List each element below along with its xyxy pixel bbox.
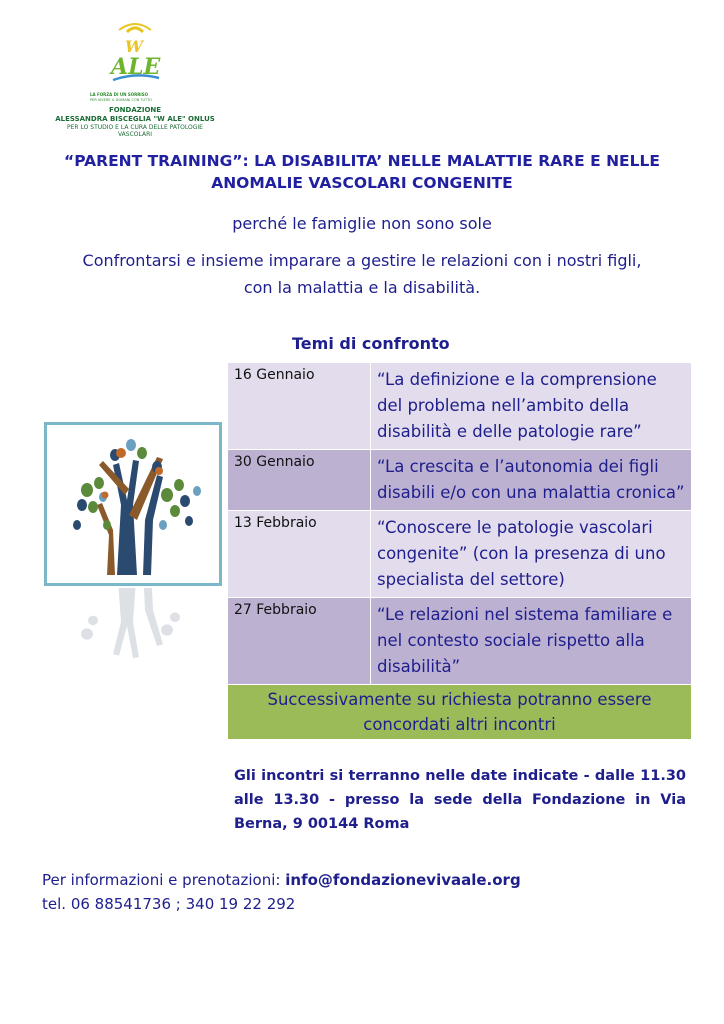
intro-line-1: Confrontarsi e insieme imparare a gestire le relazioni con i nostri figli, (82, 251, 642, 270)
logo-subtagline: PER VIVERE IL DOMANI CON TUTTO (90, 98, 152, 102)
svg-text:W: W (125, 37, 143, 56)
followup-text: Successivamente su richiesta potranno essere concordati altri incontri (228, 685, 691, 740)
tree-people-icon (47, 425, 219, 583)
logo-tagline: LA FORZA DI UN SORRISO (90, 92, 149, 97)
logo-org-line2: ALESSANDRA BISCEGLIA "W ALE" ONLUS (55, 115, 215, 123)
event-description: “La crescita e l’autonomia dei figli disabili e/o con una malattia cronica” (371, 450, 692, 511)
subtitle: perché le famiglie non sono sole (232, 214, 492, 233)
contact-info (42, 868, 521, 916)
event-date: 27 Febbraio (228, 598, 371, 685)
logo-org-line3: PER LO STUDIO E LA CURA DELLE PATOLOGIE VASCOLARI (67, 124, 203, 138)
title-line-1: “PARENT TRAINING”: LA DISABILITA’ NELLE MALATTIE RARE E NELLE (64, 152, 660, 170)
event-date: 16 Gennaio (228, 363, 371, 450)
title-line-2: ANOMALIE VASCOLARI CONGENITE (211, 174, 513, 192)
event-date: 13 Febbraio (228, 511, 371, 598)
schedule-note: Gli incontri si terranno nelle date indicate - dalle 11.30 alle 13.30 - presso la sede della Fondazione in Via Berna, 9 00144 Roma (234, 768, 686, 832)
family-tree-illustration (44, 422, 222, 586)
contact-label: Per informazioni e prenotazioni: (42, 871, 281, 889)
event-row (228, 450, 691, 511)
contact-email-link[interactable]: info@fondazionevivaale.org (285, 871, 521, 889)
event-date: 30 Gennaio (228, 450, 371, 511)
svg-text:ALE: ALE (111, 54, 161, 80)
event-description: “La definizione e la comprensione del problema nell’ambito della disabilità e delle patologie rare” (371, 363, 692, 450)
event-description: “Conoscere le patologie vascolari congenite” (con la presenza di uno specialista del settore) (371, 511, 692, 598)
foundation-logo (50, 22, 220, 138)
intro-text (20, 247, 704, 301)
event-row (228, 598, 691, 685)
event-row (228, 511, 691, 598)
logo-org-line1: FONDAZIONE (108, 106, 162, 114)
reflection-icon (44, 588, 222, 718)
followup-row (228, 685, 691, 740)
event-row (228, 363, 691, 450)
illustration-reflection (44, 588, 222, 718)
intro-line-2: con la malattia e la disabilità. (243, 278, 481, 297)
section-heading: Temi di confronto (292, 334, 450, 353)
page-title (20, 150, 704, 194)
contact-phone: tel. 06 88541736 ; 340 19 22 292 (42, 895, 296, 913)
event-description: “Le relazioni nel sistema familiare e nel contesto sociale rispetto alla disabilità” (371, 598, 692, 685)
events-table (228, 363, 691, 740)
contact-line (42, 868, 521, 892)
logo-mark-icon (105, 22, 165, 84)
